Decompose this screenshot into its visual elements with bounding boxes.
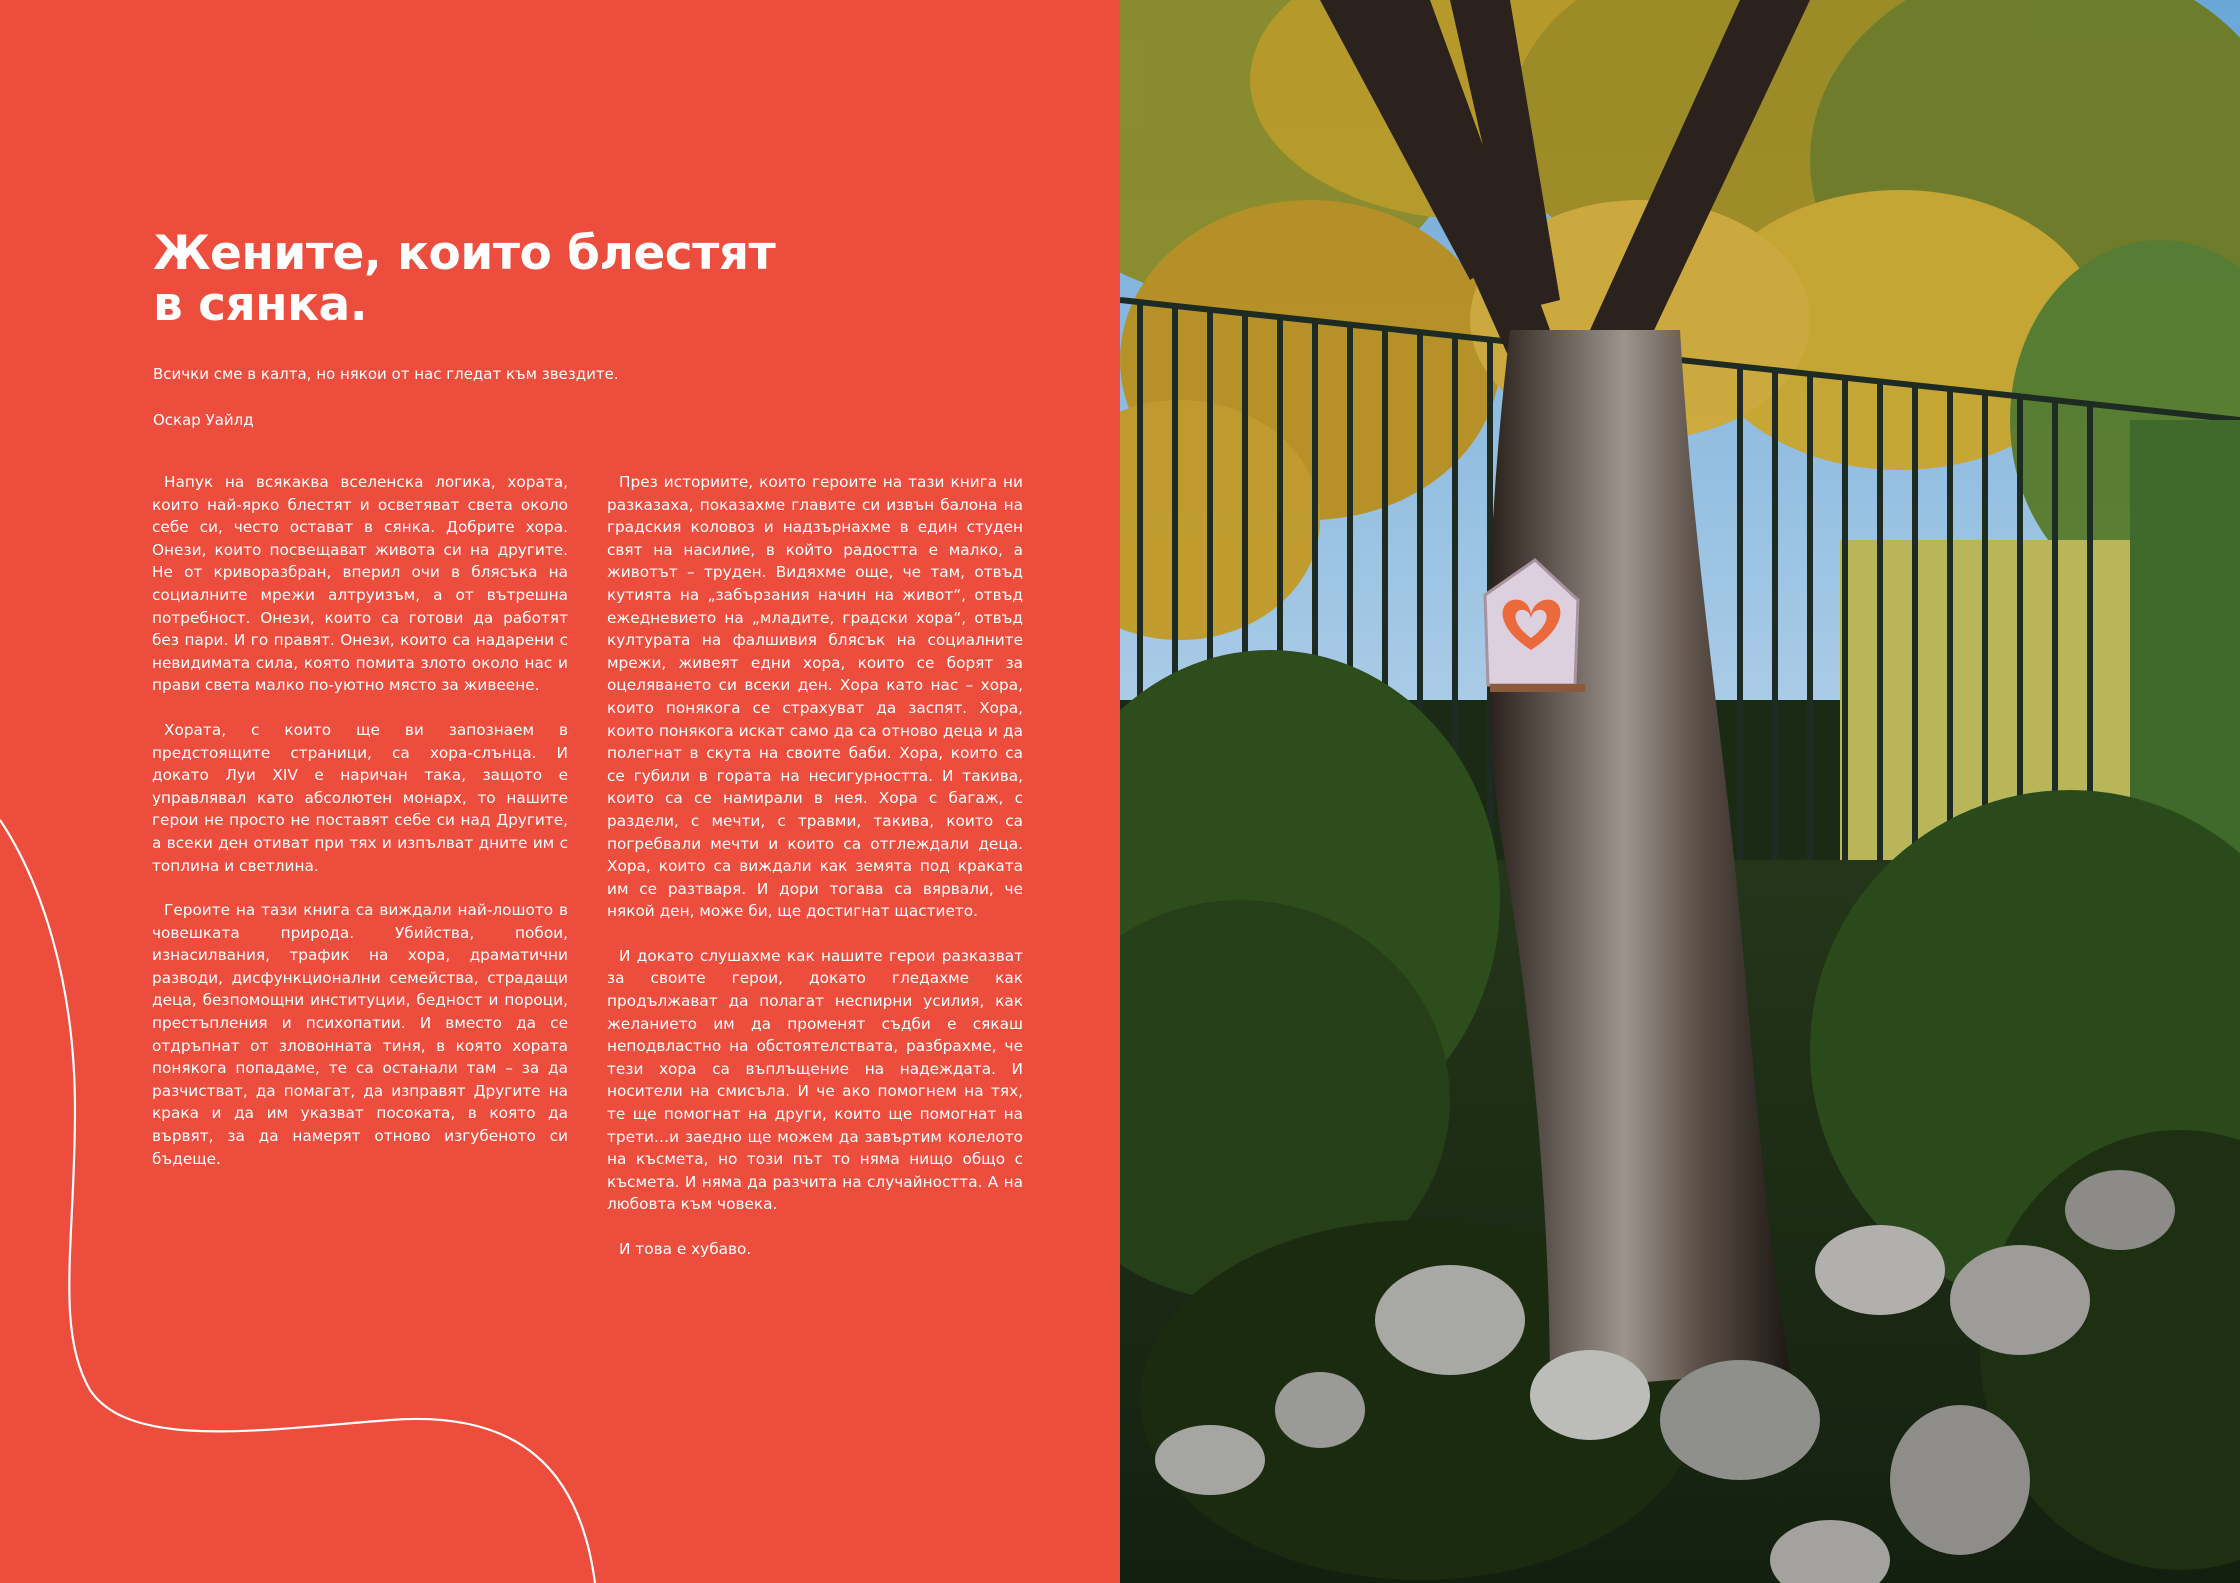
- article-title: [153, 228, 913, 330]
- text-column-right: [607, 471, 1023, 1283]
- tree-photo: [1120, 0, 2240, 1583]
- paragraph: Хората, с които ще ви запознаем в предстоящите страници, са хора-слънца. И докато Луи XIV е наричан така, защото е управлявал като абсолютен монарх, то нашите герои не просто не поставят себе си над Другите, а всеки ден отиват при тях и изпълват дните им с топлина и светлина.: [152, 720, 568, 875]
- title-line-2: в сянка.: [153, 277, 368, 332]
- epigraph-quote: Всички сме в калта, но някои от нас гледат към звездите.: [153, 365, 619, 383]
- paragraph: През историите, които героите на тази книга ни разказаха, показахме главите си извън балона на градския коловоз и надзърнахме в един студен свят на насилие, в който радостта е малко, а животът – труден. Видяхме още, че там, отвъд кутията на „забързания начин на живот“, отвъд ежедневието на „младите, градски хора“, отвъд културата на фалшивия блясък на социалните мрежи, живеят едни хора, които се борят за оцеляването си всеки ден. Хора като нас – хора, които понякога се страхуват да заспят. Хора, които понякога искат само да са отново деца и да полегнат в скута на своите баби. Хора, които са се губили в гората на несигурността. И такива, които са се намирали в нея. Хора с багаж, с раздели, с мечти, с травми, такива, които са погребвали мечти и които са отглеждали деца. Хора, които са виждали как земята под краката им се разтваря. И дори тогава са вярвали, че някой ден, може би, ще достигнат щастието.: [607, 473, 1023, 921]
- right-page: [1120, 0, 2240, 1583]
- paragraph: И докато слушахме как нашите герои разказват за своите герои, докато гледахме как продължават да полагат неспирни усилия, как желанието им да променят съдби е сякаш неподвластно на обстоятелствата, разбрахме, че тези хора са въплъщение на надеждата. И носители на смисъла. И че ако помогнем на тях, те ще помогнат на други, които ще помогнат на трети…и заедно ще можем да завъртим колелото на късмета, но този път то няма нищо общо с късмета. И няма да разчита на случайността. А на любовта към човека.: [607, 946, 1023, 1214]
- text-column-left: [152, 471, 568, 1192]
- paragraph: Напук на всякаква вселенска логика, хората, които най-ярко блестят и осветяват света около себе си, често остават в сянка. Добрите хора. Онези, които посвещават живота си на другите. Не от криворазбран, вперил очи в блясъка на социалните мрежи алтруизъм, а от вътрешна потребност. Онези, които са готови да работят без пари. И го правят. Онези, които са надарени с невидимата сила, която помита злото около нас и прави света малко по-уютно място за живеене.: [152, 473, 568, 695]
- title-line-1: Жените, които блестят: [153, 226, 776, 281]
- paragraph: Героите на тази книга са виждали най-лошото в човешката природа. Убийства, побои, изнасилвания, трафик на хора, драматични разводи, дисфункционални семейства, страдащи деца, безпомощни институции, бедност и пороци, престъпления и психопатии. И вместо да се отдръпнат от зловонната тиня, в която хората понякога попадаме, те са останали там – за да разчистват, да помагат, да изправят Другите на крака и да им указват посоката, в която да вървят, за да намерят отново изгубеното си бъдеще.: [152, 901, 568, 1168]
- epigraph-author: Оскар Уайлд: [153, 411, 254, 429]
- paragraph: И това е хубаво.: [619, 1240, 752, 1258]
